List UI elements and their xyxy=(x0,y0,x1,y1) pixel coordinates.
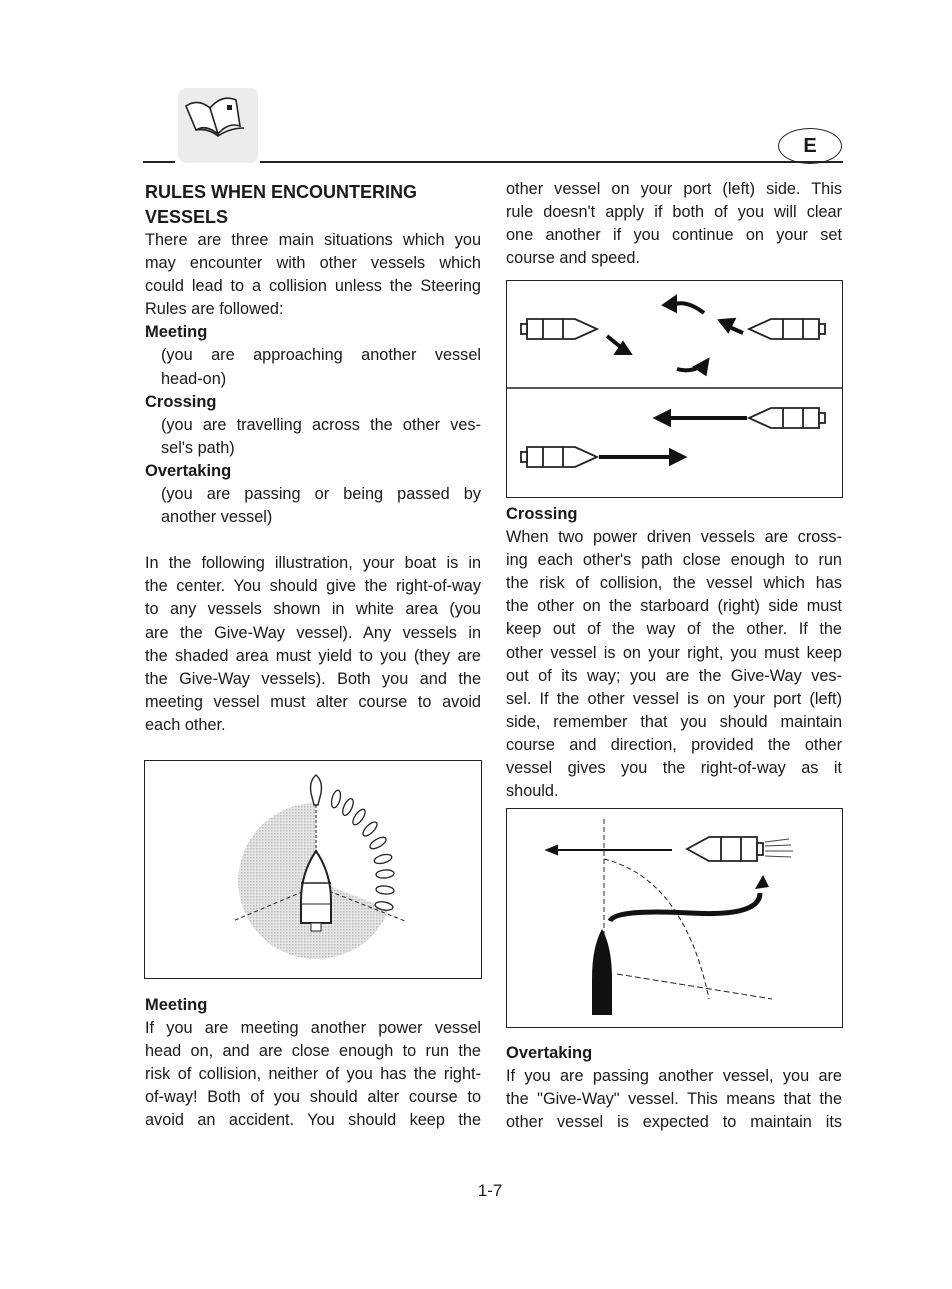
text-line: of-way! Both of you should alter course to xyxy=(145,1088,481,1107)
text-line: In the following illustration, your boat is in xyxy=(145,554,481,573)
text-line: each other. xyxy=(145,715,226,734)
text-line: are the Give-Way vessel). Any vessels in xyxy=(145,623,481,642)
text-line: If you are meeting another power vessel xyxy=(145,1019,481,1038)
heading: Crossing xyxy=(145,392,217,411)
text-line: the other on the starboard (right) side must xyxy=(506,597,842,616)
right-column-top xyxy=(506,178,842,270)
text-line: the center. You should give the right-of-way xyxy=(145,577,481,596)
text-line: avoid an accident. You should keep the xyxy=(145,1111,481,1130)
meeting-crossing-figure xyxy=(506,280,843,498)
text-line: rule doesn't apply if both of you will clear xyxy=(506,203,842,222)
text-line: (you are approaching another vessel xyxy=(161,346,481,365)
text-line: Rules are followed: xyxy=(145,300,284,319)
text-line: the "Give-Way" vessel. This means that the xyxy=(506,1090,842,1109)
text-line: the Give-Way vessels). Both you and the xyxy=(145,669,481,688)
illustration-paragraph xyxy=(145,552,481,737)
heading: Overtaking xyxy=(145,461,232,480)
open-book-icon xyxy=(178,88,258,163)
text-line: another vessel) xyxy=(161,508,273,527)
text-line: risk of collision, neither of you has the right- xyxy=(145,1065,481,1084)
header-rule xyxy=(260,161,843,163)
text-line: other vessel on your port (left) side. This xyxy=(506,180,842,198)
text-line: ing each other's path close enough to run xyxy=(506,551,842,570)
text-line: (you are passing or being passed by xyxy=(161,485,481,504)
text-line: to any vessels shown in white area (you xyxy=(145,600,481,619)
text-line: sel's path) xyxy=(161,438,235,457)
text-line: meeting vessel must alter course to avoid xyxy=(145,692,481,711)
text-line: head on, and are close enough to run the xyxy=(145,1042,481,1061)
text-line: sel. If the other vessel is on your port (left) xyxy=(506,689,842,708)
heading: Overtaking xyxy=(506,1044,593,1062)
text-line: one another if you continue on your set xyxy=(506,226,842,245)
text-line: If you are passing another vessel, you are xyxy=(506,1067,842,1086)
text-line: may encounter with other vessels which xyxy=(145,254,481,273)
heading: Crossing xyxy=(506,505,578,523)
meeting-zones-figure xyxy=(144,760,482,979)
text-line: the risk of collision, the vessel which has xyxy=(506,574,842,593)
text-line: other vessel is on your right, you must keep xyxy=(506,643,842,662)
situation-crossing xyxy=(145,391,481,460)
text-line: head-on) xyxy=(161,369,227,388)
header-rule xyxy=(143,161,175,163)
page-number: 1-7 xyxy=(477,1181,503,1200)
text-line: out of its way; you are the Give-Way ves- xyxy=(506,666,842,685)
text-line: course and direction, provided the other xyxy=(506,735,842,754)
crossing-section xyxy=(506,503,842,803)
language-badge: E xyxy=(778,128,842,164)
heading: Meeting xyxy=(145,996,208,1014)
text-line: keep out of the way of the other. If the xyxy=(506,620,842,639)
text-line: course and speed. xyxy=(506,249,640,268)
overtaking-figure xyxy=(506,808,843,1028)
text-line: There are three main situations which you xyxy=(145,231,481,249)
text-line: vessel gives you the right-of-way as it xyxy=(506,759,842,778)
text-line: the shaded area must yield to you (they are xyxy=(145,646,481,665)
text-line: When two power driven vessels are cross- xyxy=(506,528,842,547)
meeting-section xyxy=(145,994,481,1133)
situation-meeting xyxy=(145,321,481,390)
text-line: should. xyxy=(506,782,559,801)
text-line: could lead to a collision unless the Steering xyxy=(145,277,481,296)
intro-paragraph xyxy=(145,229,481,321)
situation-overtaking xyxy=(145,460,481,529)
overtaking-section xyxy=(506,1042,842,1134)
text-line: side, remember that you should maintain xyxy=(506,712,842,731)
text-line: (you are travelling across the other ves- xyxy=(161,415,481,434)
heading: Meeting xyxy=(145,323,208,342)
text-line: other vessel is expected to maintain its xyxy=(506,1113,842,1132)
left-column xyxy=(145,180,481,737)
section-title: RULES WHEN ENCOUNTERING VESSELS xyxy=(145,182,418,227)
